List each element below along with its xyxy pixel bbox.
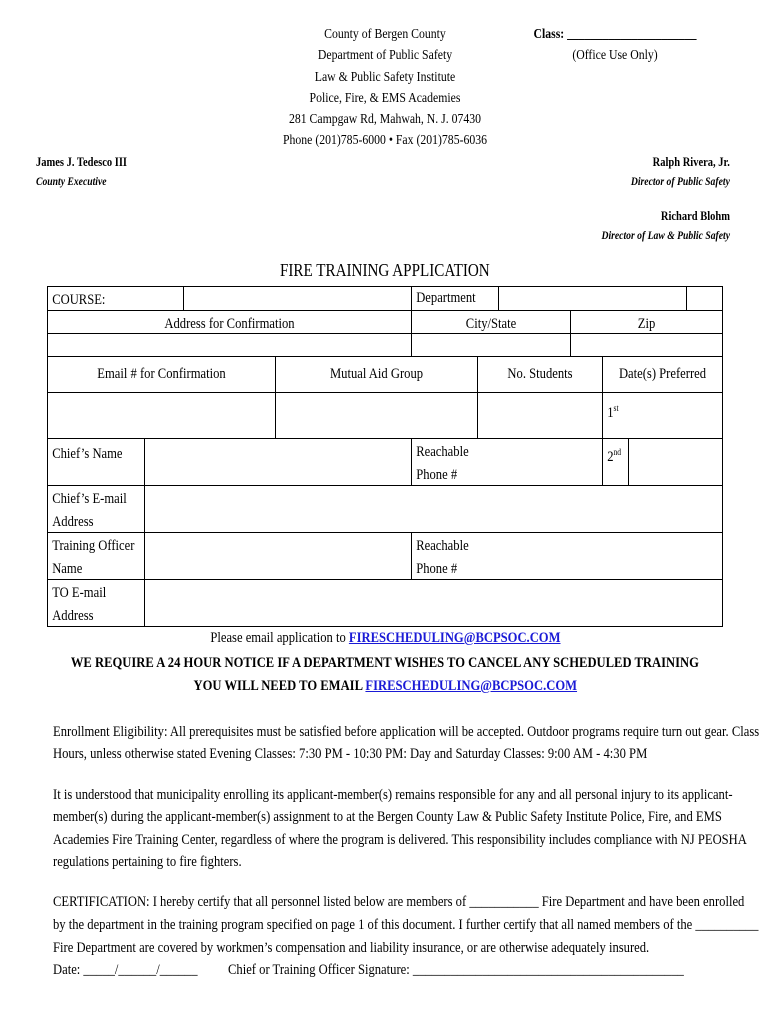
director-public-safety-name: Ralph Rivera, Jr. — [652, 155, 730, 169]
email-input[interactable] — [47, 392, 276, 439]
city-state-input[interactable] — [411, 333, 571, 357]
certification-text: by the department in the training program specified on page 1 of this document. I further certify that all named members of the __________ — [53, 917, 759, 933]
students-header: No. Students — [477, 356, 603, 393]
director-law-safety-name: Richard Blohm — [660, 209, 730, 223]
director-public-safety-title: Director of Public Safety — [630, 176, 730, 188]
header-line: Phone (201)785-6000 • Fax (201)785-6036 — [282, 133, 488, 149]
department-input[interactable] — [498, 286, 687, 311]
scheduling-email-link-2[interactable]: FIRESCHEDULING@BCPSOC.COM — [365, 678, 577, 694]
county-executive-block — [36, 152, 144, 192]
class-block — [510, 24, 720, 67]
to-email-input[interactable] — [144, 579, 723, 627]
class-field[interactable]: Class: ______________________ — [533, 27, 697, 42]
dates-header: Date(s) Preferred — [602, 356, 723, 393]
email-header: Email # for Confirmation — [47, 356, 276, 393]
reachable-phone-1[interactable]: Reachable Phone # — [411, 438, 603, 486]
chief-email-label-cell: Chief’s E-mail Address — [47, 485, 145, 533]
training-officer-label-cell: Training Officer Name — [47, 532, 145, 580]
mutual-aid-input[interactable] — [275, 392, 478, 439]
responsibility-text: regulations pertaining to fire fighters. — [53, 854, 242, 870]
mutual-aid-header: Mutual Aid Group — [275, 356, 478, 393]
course-label-cell: COURSE: — [47, 286, 184, 311]
date-second-input[interactable] — [628, 438, 723, 486]
director-public-safety-block — [612, 152, 730, 192]
scheduling-email-link[interactable]: FIRESCHEDULING@BCPSOC.COM — [348, 630, 561, 646]
students-input[interactable] — [477, 392, 603, 439]
header-line: Law & Public Safety Institute — [314, 69, 456, 85]
address-input[interactable] — [47, 333, 412, 357]
course-input[interactable] — [183, 286, 412, 311]
training-officer-input[interactable] — [144, 532, 412, 580]
chief-name-label-cell: Chief’s Name — [47, 438, 145, 486]
email-notice-line: YOU WILL NEED TO EMAIL FIRESCHEDULING@BCPSOC.COM — [193, 678, 577, 694]
chief-name-input[interactable] — [144, 438, 412, 486]
please-email-line: Please email application to FIRESCHEDULING@BCPSOC.COM — [209, 630, 561, 646]
signature-field[interactable]: Chief or Training Officer Signature: ___________________________________________ — [228, 962, 684, 978]
header-line: 281 Campgaw Rd, Mahwah, N. J. 07430 — [288, 112, 482, 128]
date-field[interactable]: Date: _____/______/______ — [53, 962, 198, 978]
cancel-notice: WE REQUIRE A 24 HOUR NOTICE IF A DEPARTMENT WISHES TO CANCEL ANY SCHEDULED TRAINING — [70, 655, 700, 671]
reachable-phone-2[interactable]: Reachable Phone # — [411, 532, 723, 580]
certification-text: Fire Department are covered by workmen’s compensation and liability insurance, or are otherwise adequately insured. — [53, 940, 650, 956]
header-line: Police, Fire, & EMS Academies — [309, 90, 461, 106]
to-email-label-cell: TO E-mail Address — [47, 579, 145, 627]
office-use-label: (Office Use Only) — [572, 48, 658, 64]
header-address-block — [250, 24, 520, 152]
eligibility-text: Enrollment Eligibility: All prerequisites must be satisfied before application will be accepted. Outdoor programs require turn out gear. Class — [53, 724, 760, 740]
eligibility-text: Hours, unless otherwise stated Evening Classes: 7:30 PM - 10:30 PM: Day and Saturday Classes: 9:00 AM - 4:30 PM — [53, 746, 648, 762]
header-line: County of Bergen County — [324, 27, 446, 42]
city-state-header: City/State — [411, 310, 571, 334]
responsibility-text: member(s) during the applicant-member(s) assignment to at the Bergen County Law & Public Safety Institute Police, Fire, and EMS — [53, 809, 722, 825]
county-executive-name: James J. Tedesco III — [36, 155, 128, 169]
certification-text: CERTIFICATION: I hereby certify that all personnel listed below are members of ___________ Fire Department and have been enrolled — [53, 894, 745, 910]
director-law-safety-title: Director of Law & Public Safety — [601, 230, 730, 242]
department-extra-input[interactable] — [686, 286, 723, 311]
zip-input[interactable] — [570, 333, 723, 357]
responsibility-text: It is understood that municipality enrolling its applicant-member(s) remains responsible for any and all personal injury to its applicant- — [53, 787, 733, 803]
date-second-label: 2nd — [602, 438, 629, 486]
county-executive-title: County Executive — [36, 176, 107, 188]
address-header: Address for Confirmation — [47, 310, 412, 334]
header-line: Department of Public Safety — [317, 48, 453, 64]
responsibility-text: Academies Fire Training Center, regardless of where the program is delivered. This responsibility includes compliance with NJ PEOSHA — [53, 832, 747, 848]
department-label-cell: Department — [411, 286, 499, 311]
chief-email-input[interactable] — [144, 485, 723, 533]
zip-header: Zip — [570, 310, 723, 334]
form-title: FIRE TRAINING APPLICATION — [280, 260, 490, 280]
date-first-input[interactable]: 1st — [602, 392, 723, 439]
director-law-safety-block — [577, 206, 730, 246]
